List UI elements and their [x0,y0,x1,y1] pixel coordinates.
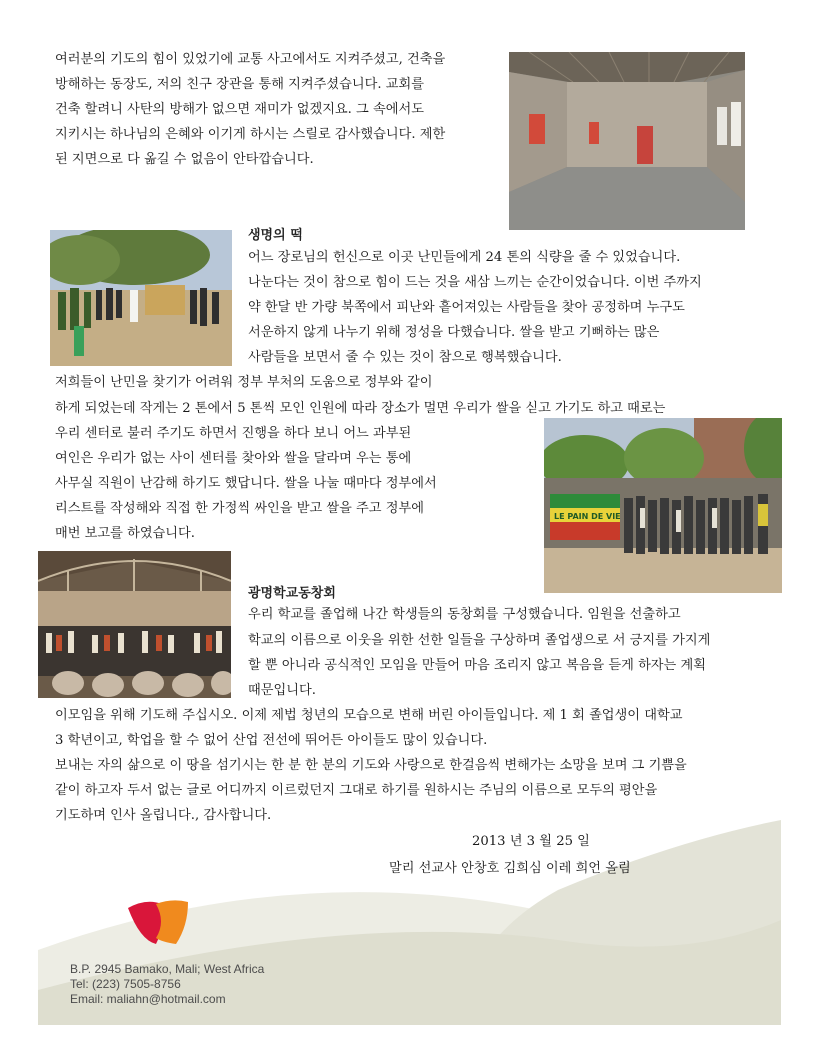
intro-line-2: 방해하는 동장도, 저의 친구 장관을 통해 지켜주셨습니다. 교회를 [55,77,424,92]
bread-line-2: 나눈다는 것이 참으로 힘이 드는 것을 새삼 느끼는 순간이었습니다. 이번 주까지 [248,275,702,290]
mission-logo-icon [126,898,192,954]
closing-date: 2013 년 3 월 25 일 [472,834,590,849]
alumni-line-2: 학교의 이름으로 이웃을 위한 선한 일들을 구상하며 졸업생으로 서 긍지를 가지게 [248,633,711,648]
bread-line-4: 서운하지 않게 나누기 위해 정성을 다했습니다. 쌀을 받고 기뻐하는 많은 [248,325,660,340]
bread-line-1: 어느 장로님의 헌신으로 이곳 난민들에게 24 톤의 식량을 줄 수 있었습니다. [248,250,681,265]
banner-text: LE PAIN DE VIE [554,512,621,521]
bread-wide-line-2: 하게 되었는데 작게는 2 톤에서 5 톤씩 모인 인원에 따라 장소가 멀면 우리가 쌀을 싣고 가기도 하고 때로는 [55,401,666,416]
footer-address: B.P. 2945 Bamako, Mali; West Africa [70,962,265,976]
alumni-line-3: 할 뿐 아니라 공식적인 모임을 만들어 마음 조리지 않고 복음을 듣게 하자는 계획 [248,658,706,673]
alumni-wide-line-3: 보내는 자의 삶으로 이 땅을 섬기시는 한 분 한 분의 기도와 사랑으로 한걸음씩 변해가는 소망을 보며 그 기쁨을 [55,758,687,773]
section-alumni-heading: 광명학교동창회 [248,586,336,601]
footer-email[interactable]: Email: maliahn@hotmail.com [70,992,226,1006]
bread-wide-line-4: 여인은 우리가 없는 사이 센터를 찾아와 쌀을 달라며 우는 통에 [55,451,412,466]
bread-wide-line-6: 리스트를 작성해와 직접 한 가정씩 싸인을 받고 쌀을 주고 정부에 [55,501,424,516]
footer-tel: Tel: (223) 7505-8756 [70,977,181,991]
bread-wide-line-3: 우리 센터로 불러 주기도 하면서 진행을 하다 보니 어느 과부된 [55,426,412,441]
bread-line-5: 사람들을 보면서 줄 수 있는 것이 참으로 행복했습니다. [248,350,562,365]
alumni-wide-line-2: 3 학년이고, 학업을 할 수 없어 산업 전선에 뛰어든 아이들도 많이 있습니다. [55,733,488,748]
bread-wide-line-7: 매번 보고를 하였습니다. [55,526,195,541]
banner-group-photo [544,418,782,593]
intro-line-1: 여러분의 기도의 힘이 있었기에 교통 사고에서도 지켜주셨고, 건축을 [55,52,446,67]
intro-line-4: 지키시는 하나님의 은혜와 이기게 하시는 스릴로 감사했습니다. 제한 [55,127,446,142]
alumni-line-1: 우리 학교를 졸업해 나간 학생들의 동창회를 구성했습니다. 임원을 선출하고 [248,607,681,622]
bread-wide-line-5: 사무실 직원이 난감해 하기도 했답니다. 쌀을 나눌 때마다 정부에서 [55,476,437,491]
closing-signature: 말리 선교사 안창호 김희심 이레 희언 올림 [389,861,631,876]
bread-wide-line-1: 저희들이 난민을 찾기가 어려워 정부 부처의 도움으로 정부와 같이 [55,375,433,390]
rice-distribution-photo [50,230,232,366]
alumni-wide-line-5: 기도하며 인사 올립니다., 감사합니다. [55,808,272,823]
church-interior-photo [509,52,745,230]
alumni-wide-line-1: 이모임을 위해 기도해 주십시오. 이제 제법 청년의 모습으로 변해 버린 아이들입니다. 제 1 회 졸업생이 대학교 [55,708,683,723]
bread-line-3: 약 한달 반 가량 북쪽에서 피난와 흩어져있는 사람들을 찾아 공정하며 누구도 [248,300,685,315]
alumni-gathering-photo [38,551,231,698]
intro-line-5: 된 지면으로 다 옮길 수 없음이 안타깝습니다. [55,152,314,167]
section-bread-heading: 생명의 떡 [248,228,303,243]
alumni-line-4: 때문입니다. [248,683,316,698]
alumni-wide-line-4: 같이 하고자 두서 없는 글로 어디까지 이르렀던지 그대로 하기를 원하시는 주님의 이름으로 모두의 평안을 [55,783,658,798]
intro-line-3: 건축 할려니 사탄의 방해가 없으면 재미가 없겠지요. 그 속에서도 [55,102,424,117]
